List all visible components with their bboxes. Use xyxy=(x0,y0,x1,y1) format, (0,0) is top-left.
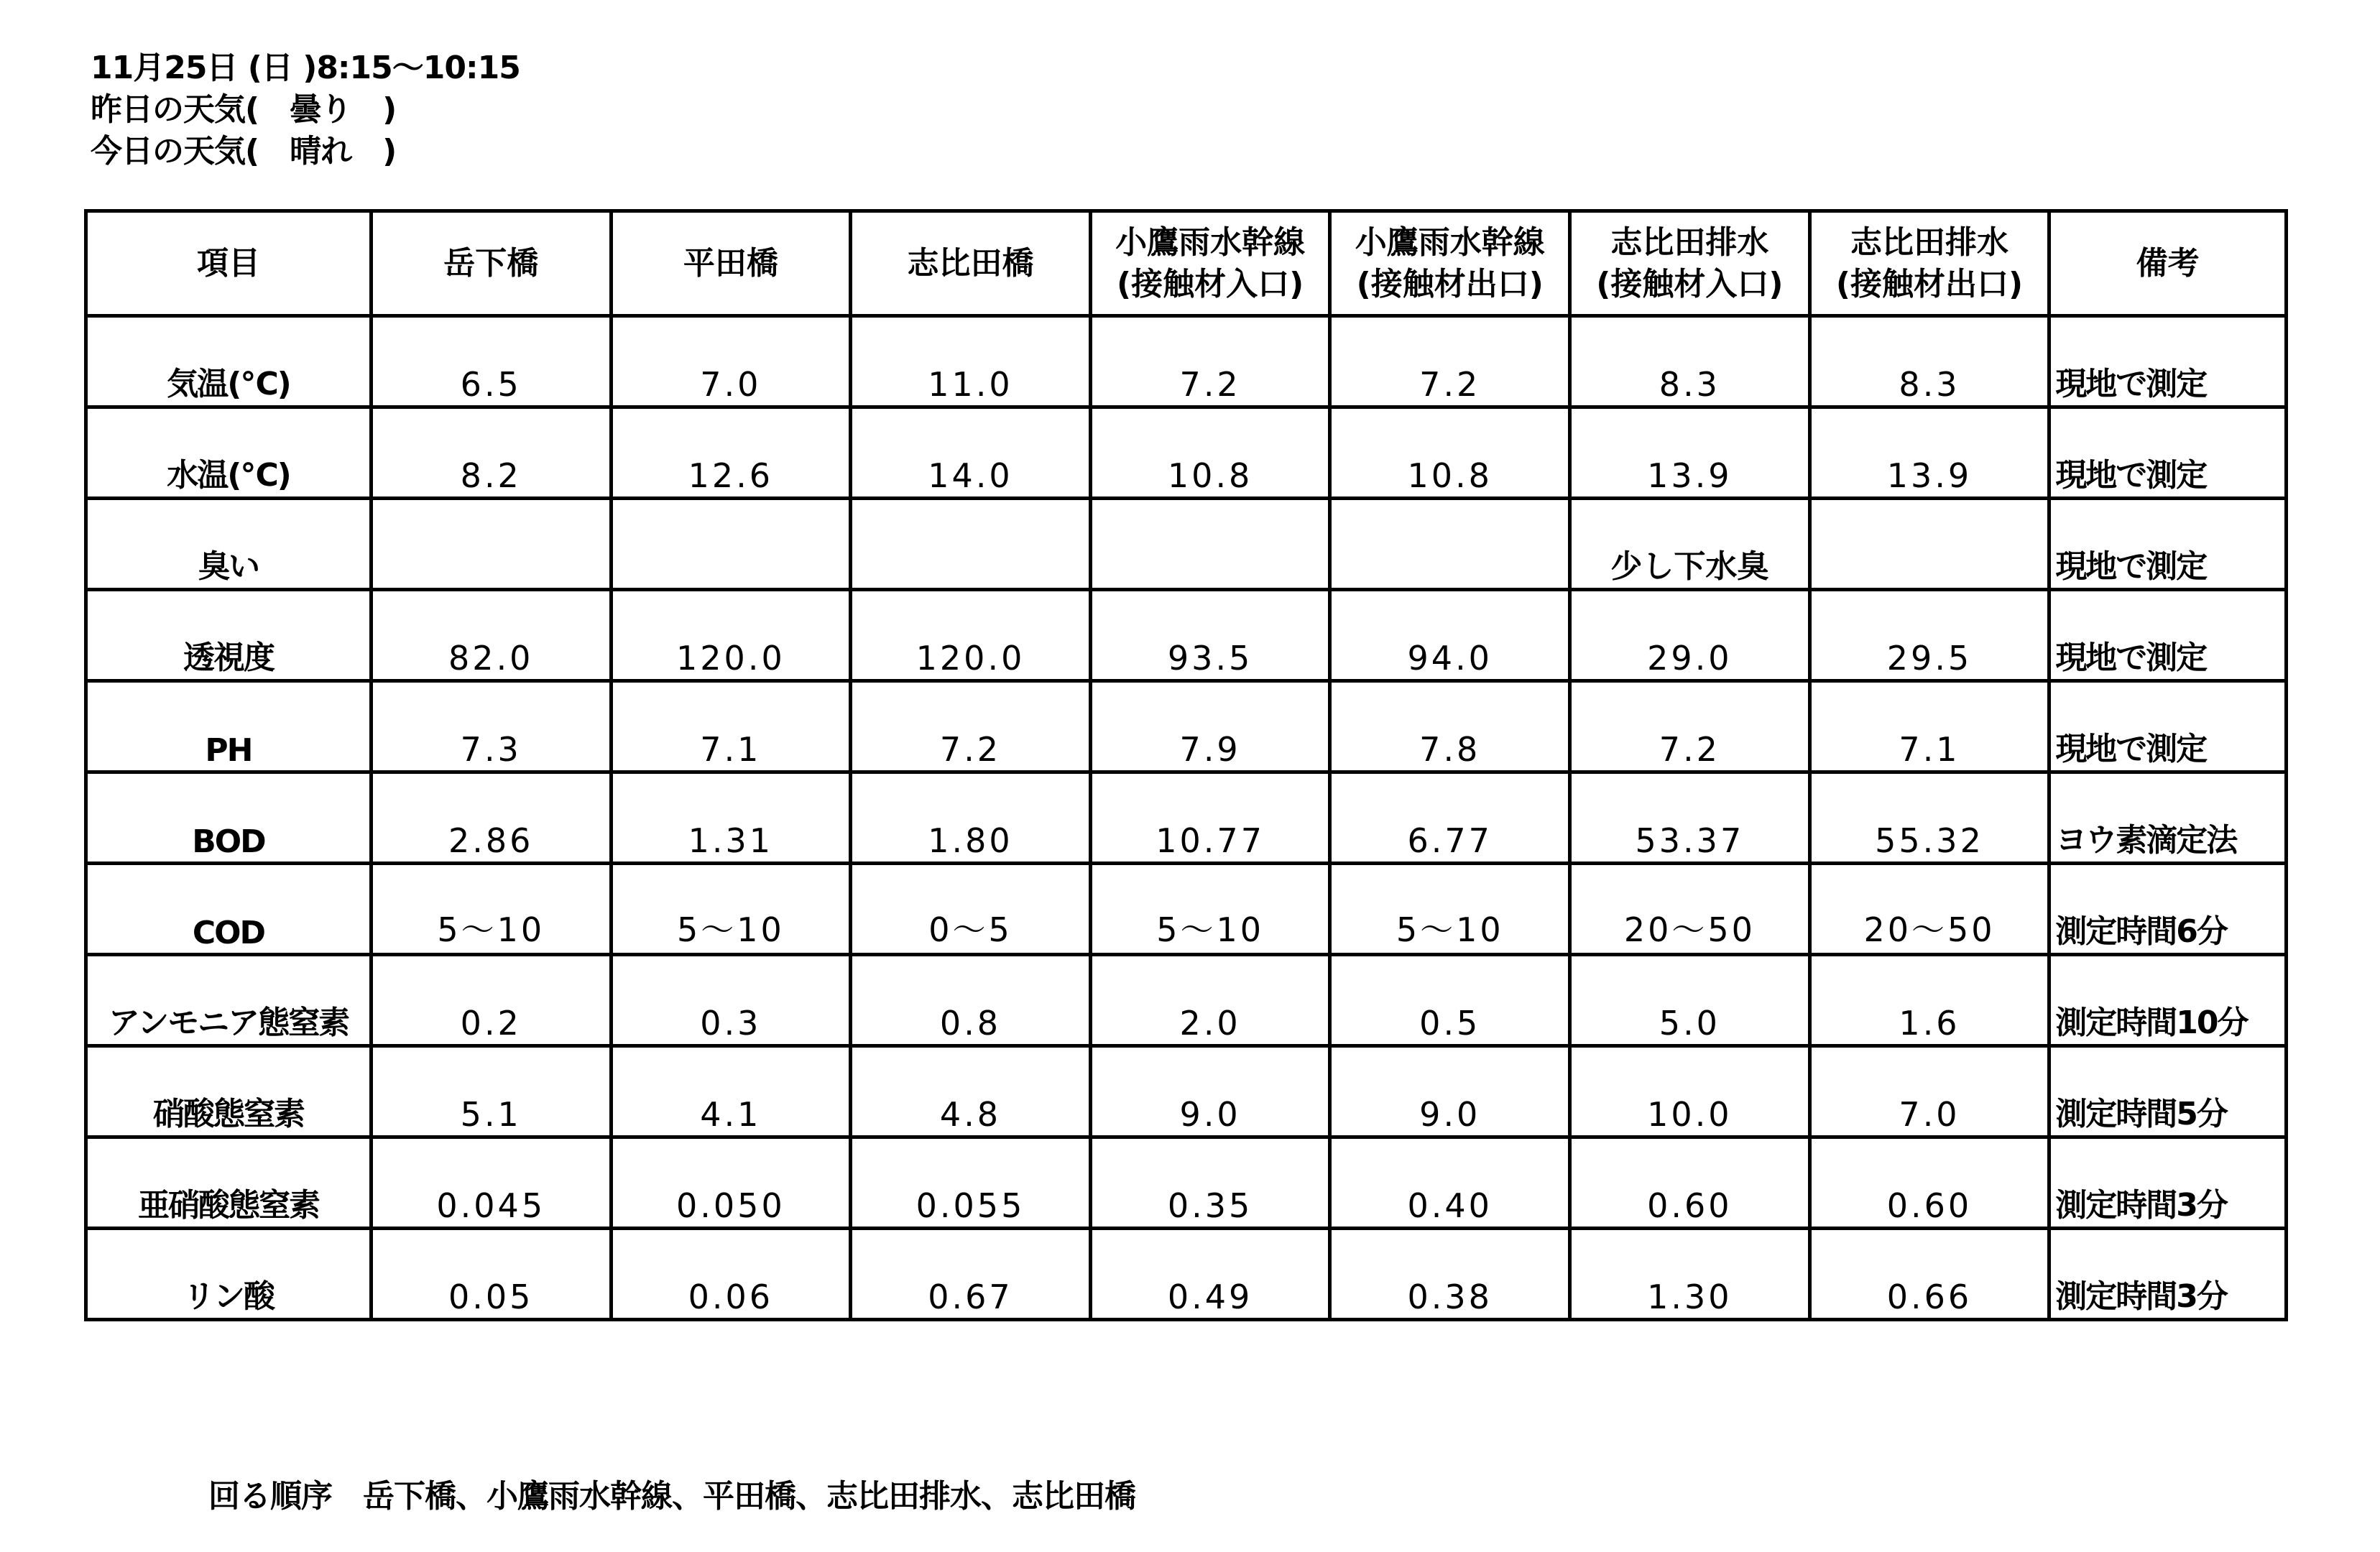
measurement-cell: 0.050 xyxy=(611,1137,851,1229)
row-label: 透視度 xyxy=(86,590,372,681)
measurement-cell: 20〜50 xyxy=(1809,864,2049,955)
measurement-cell: 7.2 xyxy=(851,681,1091,772)
row-label: リン酸 xyxy=(86,1229,372,1320)
measurement-cell: 12.6 xyxy=(611,407,851,499)
measurement-cell: 4.1 xyxy=(611,1046,851,1137)
measurement-cell: 0.35 xyxy=(1090,1137,1330,1229)
column-header-site: 小鷹雨水幹線 (接触材出口) xyxy=(1330,211,1570,316)
water-quality-table xyxy=(84,209,2288,1321)
measurement-cell: 1.6 xyxy=(1809,955,2049,1046)
table-row xyxy=(86,955,2287,1046)
row-note: 測定時間6分 xyxy=(2049,864,2287,955)
measurement-cell: 11.0 xyxy=(851,316,1091,407)
table-row xyxy=(86,590,2287,681)
row-note: 現地で測定 xyxy=(2049,590,2287,681)
measurement-cell: 9.0 xyxy=(1330,1046,1570,1137)
today-weather: 今日の天気( 晴れ ) xyxy=(91,133,397,170)
measurement-cell: 8.3 xyxy=(1570,316,1810,407)
measurement-cell: 8.2 xyxy=(371,407,611,499)
table-body xyxy=(86,316,2287,1320)
measurement-cell: 0.05 xyxy=(371,1229,611,1320)
column-header-site: 志比田排水 (接触材入口) xyxy=(1570,211,1810,316)
measurement-cell: 0.2 xyxy=(371,955,611,1046)
measurement-cell: 0.66 xyxy=(1809,1229,2049,1320)
measurement-cell: 13.9 xyxy=(1570,407,1810,499)
measurement-cell xyxy=(1330,499,1570,590)
measurement-cell: 7.1 xyxy=(1809,681,2049,772)
measurement-cell xyxy=(1809,499,2049,590)
row-note: 現地で測定 xyxy=(2049,316,2287,407)
table-row xyxy=(86,499,2287,590)
measurement-cell: 7.8 xyxy=(1330,681,1570,772)
row-label: COD xyxy=(86,864,372,955)
column-header-notes: 備考 xyxy=(2049,211,2287,316)
column-header-site: 岳下橋 xyxy=(371,211,611,316)
measurement-cell: 0〜5 xyxy=(851,864,1091,955)
measurement-cell: 0.045 xyxy=(371,1137,611,1229)
measurement-cell: 1.80 xyxy=(851,772,1091,864)
column-header-site: 志比田橋 xyxy=(851,211,1091,316)
measurement-cell: 7.2 xyxy=(1090,316,1330,407)
measurement-cell: 10.77 xyxy=(1090,772,1330,864)
measurement-cell: 5〜10 xyxy=(611,864,851,955)
row-note: 測定時間3分 xyxy=(2049,1137,2287,1229)
measurement-cell: 7.3 xyxy=(371,681,611,772)
measurement-cell: 53.37 xyxy=(1570,772,1810,864)
measurement-cell: 94.0 xyxy=(1330,590,1570,681)
measurement-cell: 7.2 xyxy=(1570,681,1810,772)
measurement-cell: 0.8 xyxy=(851,955,1091,1046)
measurement-cell: 1.30 xyxy=(1570,1229,1810,1320)
column-header-site: 小鷹雨水幹線 (接触材入口) xyxy=(1090,211,1330,316)
measurement-cell: 7.2 xyxy=(1330,316,1570,407)
measurement-cell: 6.5 xyxy=(371,316,611,407)
measurement-cell: 5〜10 xyxy=(1330,864,1570,955)
measurement-cell: 0.38 xyxy=(1330,1229,1570,1320)
row-label: BOD xyxy=(86,772,372,864)
measurement-cell xyxy=(1090,499,1330,590)
table-row xyxy=(86,772,2287,864)
measurement-cell: 0.49 xyxy=(1090,1229,1330,1320)
measurement-cell: 14.0 xyxy=(851,407,1091,499)
column-header-site: 志比田排水 (接触材出口) xyxy=(1809,211,2049,316)
measurement-cell xyxy=(851,499,1091,590)
measurement-cell: 10.0 xyxy=(1570,1046,1810,1137)
measurement-cell: 7.0 xyxy=(611,316,851,407)
table-header-row xyxy=(86,211,2287,316)
column-header-item: 項目 xyxy=(86,211,372,316)
measurement-cell: 1.31 xyxy=(611,772,851,864)
row-label: 気温(℃) xyxy=(86,316,372,407)
measurement-cell: 7.1 xyxy=(611,681,851,772)
measurement-cell: 0.67 xyxy=(851,1229,1091,1320)
route-order-note: 回る順序 岳下橋、小鷹雨水幹線、平田橋、志比田排水、志比田橋 xyxy=(208,1478,1135,1515)
measurement-cell: 0.5 xyxy=(1330,955,1570,1046)
measurement-cell: 120.0 xyxy=(851,590,1091,681)
measurement-cell: 0.60 xyxy=(1570,1137,1810,1229)
measurement-cell: 0.40 xyxy=(1330,1137,1570,1229)
table-row xyxy=(86,407,2287,499)
row-note: 現地で測定 xyxy=(2049,681,2287,772)
measurement-cell xyxy=(611,499,851,590)
measurement-cell: 5〜10 xyxy=(371,864,611,955)
row-label: 臭い xyxy=(86,499,372,590)
measurement-cell: 0.60 xyxy=(1809,1137,2049,1229)
measurement-cell: 10.8 xyxy=(1330,407,1570,499)
measurement-cell: 10.8 xyxy=(1090,407,1330,499)
measurement-cell: 82.0 xyxy=(371,590,611,681)
yesterday-weather: 昨日の天気( 曇り ) xyxy=(91,91,397,128)
measurement-cell: 7.9 xyxy=(1090,681,1330,772)
column-header-site: 平田橋 xyxy=(611,211,851,316)
row-note: 現地で測定 xyxy=(2049,499,2287,590)
row-note: 測定時間10分 xyxy=(2049,955,2287,1046)
measurement-cell: 5〜10 xyxy=(1090,864,1330,955)
measurement-cell: 0.055 xyxy=(851,1137,1091,1229)
measurement-cell: 55.32 xyxy=(1809,772,2049,864)
table-row xyxy=(86,864,2287,955)
measurement-cell: 93.5 xyxy=(1090,590,1330,681)
measurement-cell: 5.0 xyxy=(1570,955,1810,1046)
measurement-cell: 13.9 xyxy=(1809,407,2049,499)
row-label: 亜硝酸態窒素 xyxy=(86,1137,372,1229)
row-label: PH xyxy=(86,681,372,772)
measurement-cell: 0.3 xyxy=(611,955,851,1046)
measurement-cell: 4.8 xyxy=(851,1046,1091,1137)
table-row xyxy=(86,1137,2287,1229)
measurement-cell: 2.0 xyxy=(1090,955,1330,1046)
row-note: 現地で測定 xyxy=(2049,407,2287,499)
table-row xyxy=(86,1046,2287,1137)
row-label: 硝酸態窒素 xyxy=(86,1046,372,1137)
row-note: 測定時間5分 xyxy=(2049,1046,2287,1137)
report-header xyxy=(91,47,520,172)
measurement-cell: 8.3 xyxy=(1809,316,2049,407)
measurement-cell: 20〜50 xyxy=(1570,864,1810,955)
measurement-cell: 0.06 xyxy=(611,1229,851,1320)
measurement-cell: 9.0 xyxy=(1090,1046,1330,1137)
table-row xyxy=(86,316,2287,407)
measurement-cell: 120.0 xyxy=(611,590,851,681)
measurement-cell: 29.5 xyxy=(1809,590,2049,681)
table-row xyxy=(86,1229,2287,1320)
measurement-cell: 7.0 xyxy=(1809,1046,2049,1137)
measurement-cell: 2.86 xyxy=(371,772,611,864)
measurement-cell: 少し下水臭 xyxy=(1570,499,1810,590)
measurement-cell: 29.0 xyxy=(1570,590,1810,681)
row-label: アンモニア態窒素 xyxy=(86,955,372,1046)
row-note: 測定時間3分 xyxy=(2049,1229,2287,1320)
table-row xyxy=(86,681,2287,772)
measurement-cell: 6.77 xyxy=(1330,772,1570,864)
row-label: 水温(℃) xyxy=(86,407,372,499)
measurement-cell: 5.1 xyxy=(371,1046,611,1137)
date-time-line: 11月25日 (日 )8:15〜10:15 xyxy=(91,50,520,86)
measurement-cell xyxy=(371,499,611,590)
row-note: ヨウ素滴定法 xyxy=(2049,772,2287,864)
